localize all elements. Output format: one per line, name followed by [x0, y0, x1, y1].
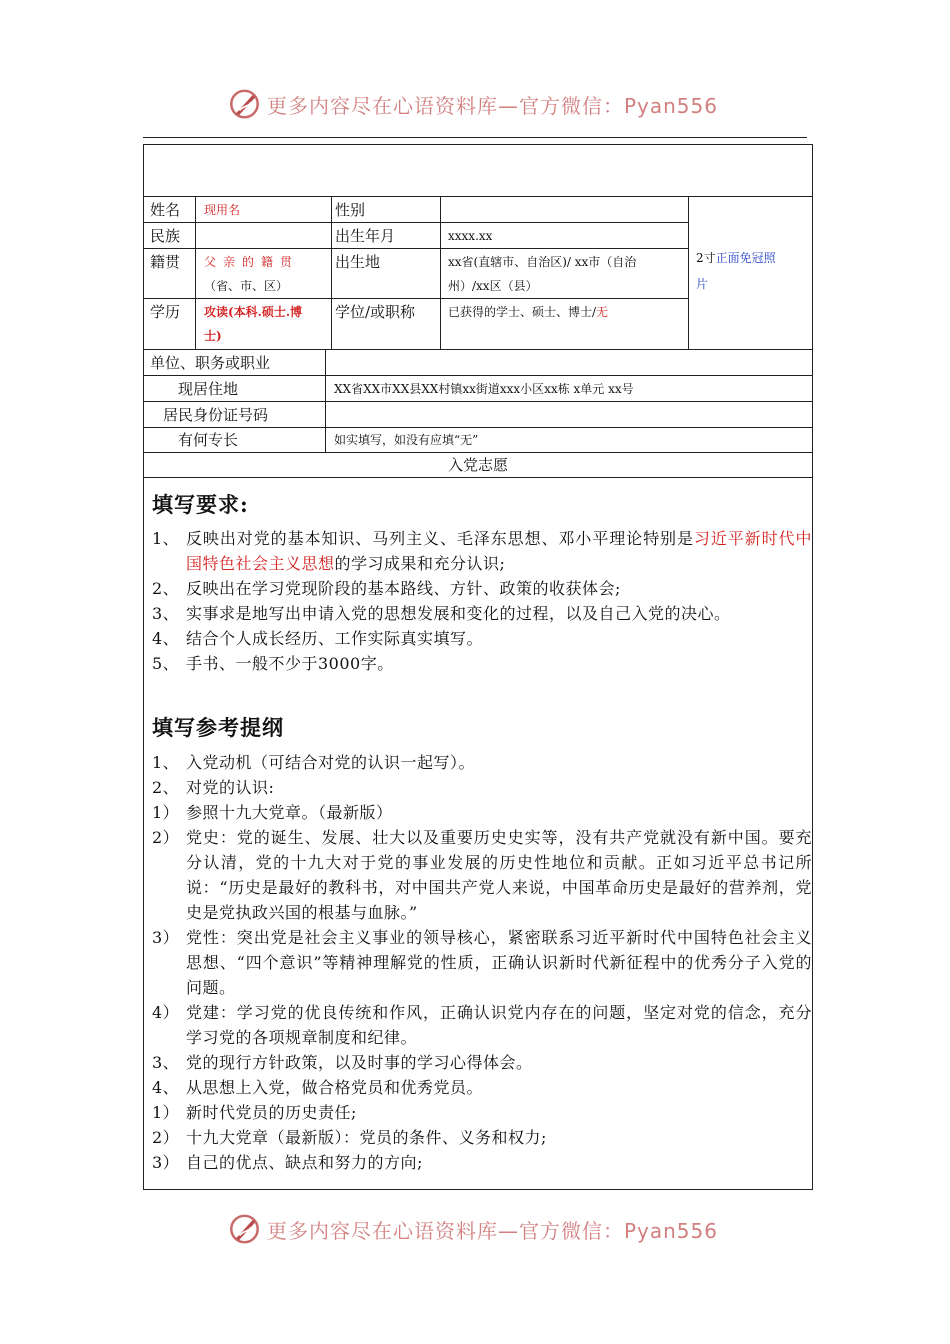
- photo-placeholder: 2寸正面免冠照: [696, 251, 776, 265]
- name-label: 姓名: [150, 201, 181, 219]
- watermark-text: 更多内容尽在心语资料库—官方微信：Pyan556: [266, 1218, 718, 1243]
- native-place-hint: （省、市、区）: [204, 279, 289, 293]
- outline-item: 1、 入党动机（可结合对党的认识一起写）。: [152, 753, 476, 772]
- outline-item: 4） 党建：学习党的优良传统和作风，正确认识党内存在的问题，坚定对党的信念，充分学习党的各项规章制度和纪律。: [152, 1003, 812, 1047]
- birth-date-label: 出生年月: [335, 227, 396, 245]
- degree-label: 学位/或职称: [335, 303, 416, 321]
- outline-item: 3、 党的现行方针政策，以及时事的学习心得体会。: [152, 1053, 533, 1072]
- requirements-heading: 填写要求:: [152, 492, 249, 517]
- outline-item: 2、 对党的认识:: [152, 778, 275, 797]
- outline-item: 1） 新时代党员的历史责任;: [152, 1103, 357, 1122]
- header-rule: [143, 137, 807, 138]
- skill-value: 如实填写，如没有应填“无”: [334, 433, 479, 447]
- party-aspiration-label: 入党志愿: [447, 456, 508, 474]
- watermark-text: 更多内容尽在心语资料库—官方微信：Pyan556: [266, 93, 718, 118]
- watermark-bottom: [228, 1209, 718, 1249]
- pen-logo-icon: [228, 85, 261, 123]
- address-label: 现居住地: [178, 380, 239, 398]
- birthplace-label: 出生地: [335, 253, 381, 271]
- education-label: 学历: [150, 303, 181, 321]
- watermark-top: [228, 84, 718, 124]
- native-place-value: 父亲的籍贯: [204, 255, 300, 269]
- requirement-item: 3、 实事求是地写出申请入党的思想发展和变化的过程，以及自己入党的决心。: [152, 604, 731, 623]
- birthplace-value-2: 州）/xx区（县）: [448, 279, 538, 293]
- work-label: 单位、职务或职业: [150, 354, 271, 372]
- outline-item: 2） 党史：党的诞生、发展、壮大以及重要历史史实等，没有共产党就没有新中国。要充分认清，党的十九大对于党的事业发展的历史性地位和贡献。正如习近平总书记所说：“历史是最好的教科书，对中国共产党人来说，中国革命历史是最好的营养剂，党史是党执政兴国的根基与血脉。”: [152, 828, 812, 922]
- gender-label: 性别: [335, 201, 366, 219]
- education-value-2: 士): [204, 329, 222, 343]
- skill-label: 有何专长: [178, 431, 239, 449]
- requirement-item: 2、 反映出在学习党现阶段的基本路线、方针、政策的收获体会;: [152, 579, 621, 598]
- photo-placeholder-2: 片: [696, 277, 709, 291]
- requirements-section: [152, 488, 812, 676]
- outline-heading: 填写参考提纲: [152, 715, 284, 740]
- address-value: XX省XX市XX县XX村镇xx街道xxx小区xx栋 x单元 xx号: [334, 382, 634, 396]
- outline-item: 3） 党性：突出党是社会主义事业的领导核心，紧密联系习近平新时代中国特色社会主义思想、“四个意识”等精神理解党的性质，正确认识新时代新征程中的优秀分子入党的问题。: [152, 928, 812, 997]
- id-number-label: 居民身份证号码: [163, 406, 269, 424]
- outline-item: 4、 从思想上入党，做合格党员和优秀党员。: [152, 1078, 484, 1097]
- outline-item: 1） 参照十九大党章。（最新版）: [152, 803, 393, 822]
- requirement-item: 5、 手书、一般不少于3000字。: [152, 654, 394, 673]
- outline-item: 3） 自己的优点、缺点和努力的方向;: [152, 1153, 423, 1172]
- birthplace-value: xx省(直辖市、自治区)/ xx市（自治: [448, 255, 637, 269]
- outline-item: 2） 十九大党章（最新版）：党员的条件、义务和权力;: [152, 1128, 547, 1147]
- requirement-item: 1、 反映出对党的基本知识、马列主义、毛泽东思想、邓小平理论特别是习近平新时代中国特色社会主义思想的学习成果和充分认识;: [152, 529, 812, 573]
- requirement-item: 4、 结合个人成长经历、工作实际真实填写。: [152, 629, 484, 648]
- outline-section: [152, 711, 812, 1175]
- native-place-label: 籍贯: [150, 253, 181, 271]
- name-value: 现用名: [204, 203, 241, 217]
- birth-date-value: xxxx.xx: [448, 229, 493, 243]
- ethnicity-label: 民族: [150, 227, 181, 245]
- pen-logo-icon: [228, 1210, 261, 1248]
- degree-value: 已获得的学士、硕士、博士/无: [448, 305, 609, 319]
- education-value: 攻读(本科.硕士.博: [204, 305, 303, 319]
